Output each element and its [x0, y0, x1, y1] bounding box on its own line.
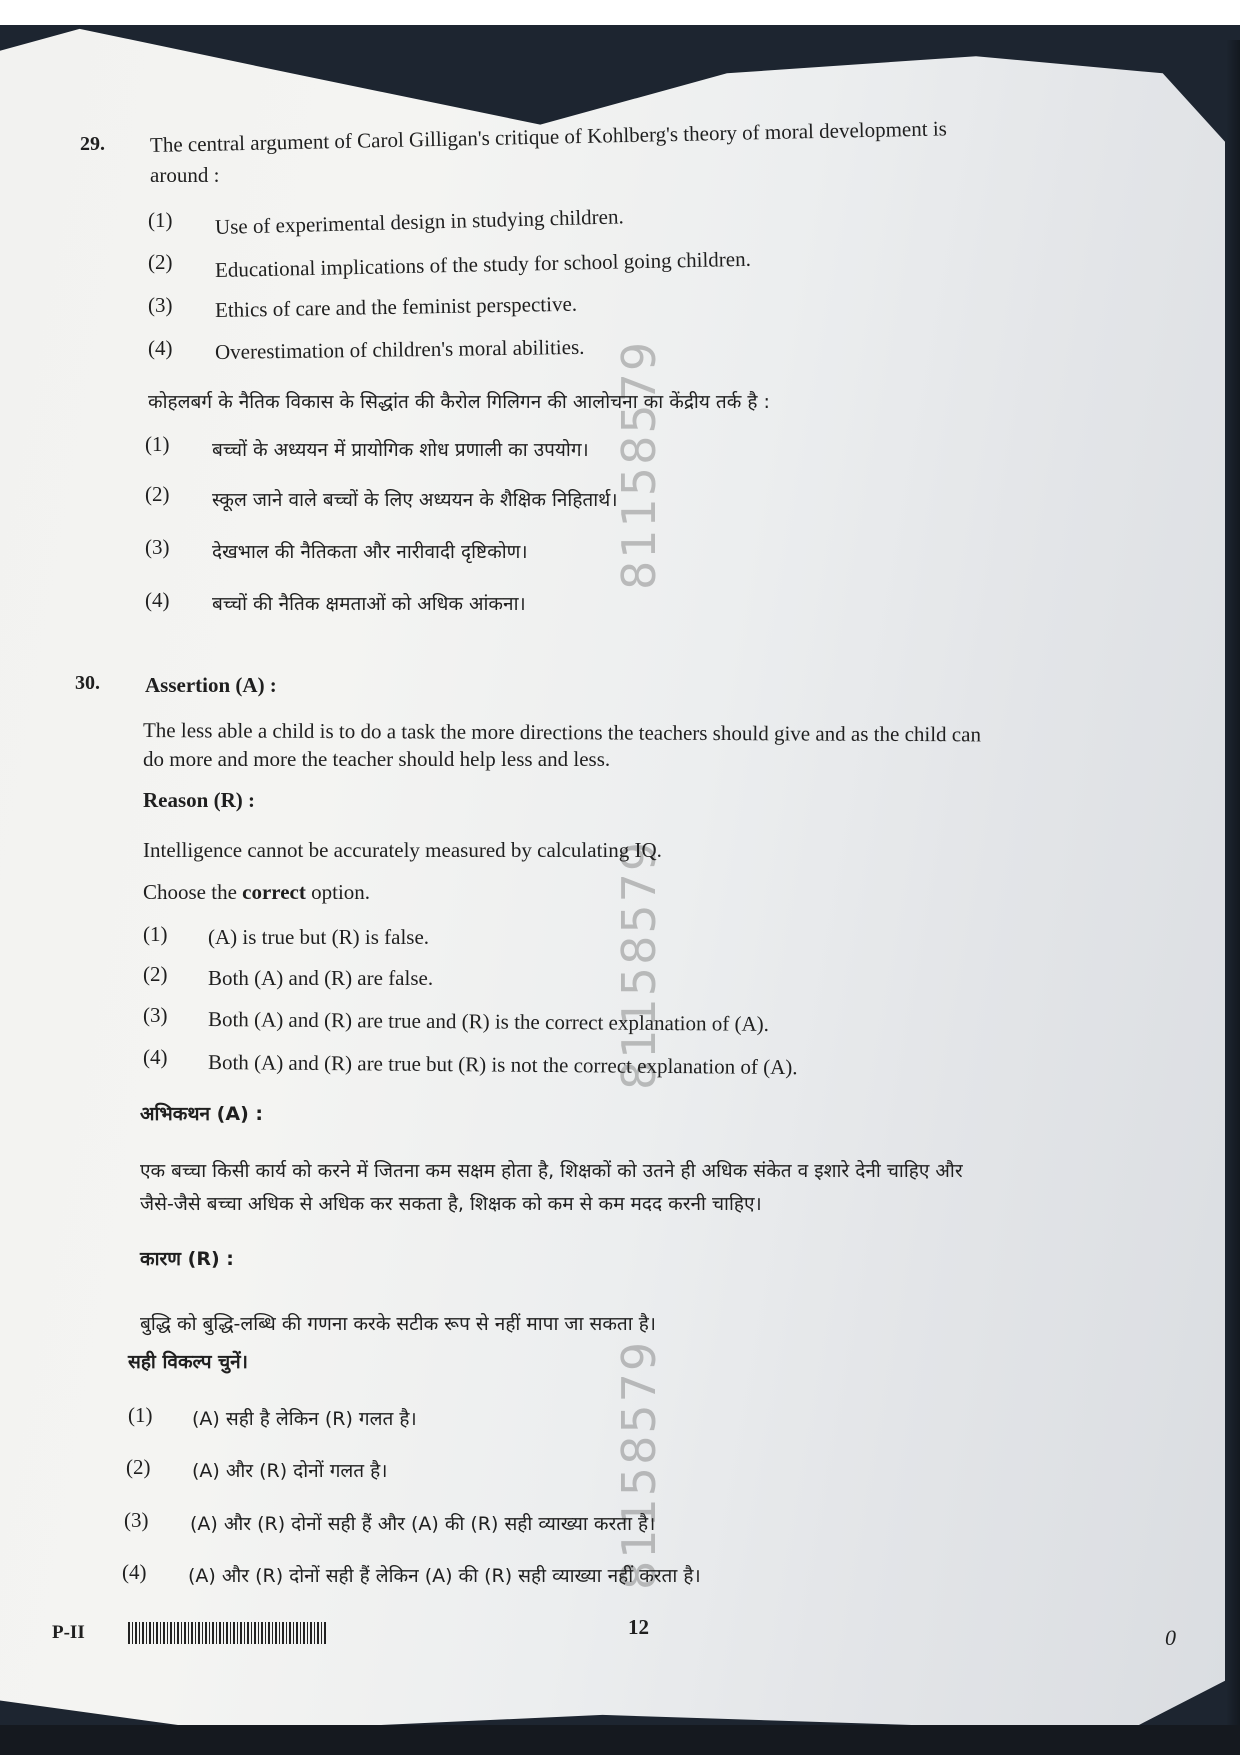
instruction-bold: correct — [242, 880, 306, 904]
watermark: 81158579 — [612, 839, 666, 1090]
option-number: (2) — [143, 962, 168, 986]
option-number: (1) — [143, 922, 168, 946]
option-number: (4) — [122, 1560, 147, 1584]
option-en: Use of experimental design in studying children. — [214, 204, 624, 239]
option-number: (3) — [124, 1508, 149, 1532]
option-number: (3) — [145, 535, 170, 559]
watermark: 81158579 — [612, 339, 666, 590]
option-hi: बच्चों के अध्ययन में प्रायोगिक शोध प्रणाली का उपयोग। — [212, 439, 589, 461]
option-number: (2) — [126, 1455, 151, 1479]
option-number: (4) — [148, 336, 173, 360]
question-number: 29. — [80, 133, 105, 155]
instruction-suffix: option. — [305, 880, 371, 904]
paper-code: P-II — [52, 1622, 85, 1643]
option-number: (3) — [143, 1003, 168, 1027]
instruction-hi: सही विकल्प चुनें। — [128, 1351, 248, 1373]
option-en: Both (A) and (R) are false. — [208, 966, 434, 990]
option-en: Ethics of care and the feminist perspective. — [214, 291, 578, 322]
instruction-en — [143, 880, 370, 905]
option-hi: (A) सही है लेकिन (R) गलत है। — [192, 1408, 417, 1430]
barcode — [128, 1622, 328, 1644]
page-number: 12 — [628, 1615, 649, 1639]
option-number: (2) — [148, 250, 173, 274]
option-number: (4) — [143, 1045, 168, 1069]
assertion-text-hi-cont: जैसे-जैसे बच्चा अधिक से अधिक कर सकता है, शिक्षक को कम से कम मदद करनी चाहिए। — [140, 1193, 762, 1215]
option-number: (1) — [148, 208, 173, 232]
question-number: 30. — [75, 672, 100, 694]
assertion-label-hi: अभिकथन (A) : — [140, 1103, 263, 1125]
assertion-text-en: The less able a child is to do a task the more directions the teachers should give and as the child can — [142, 718, 982, 747]
option-en: Both (A) and (R) are true but (R) is not the correct explanation of (A). — [207, 1050, 798, 1080]
question-stem-en-cont: around : — [150, 163, 220, 187]
option-hi: स्कूल जाने वाले बच्चों के लिए अध्ययन के शैक्षिक निहितार्थ। — [212, 489, 618, 511]
assertion-text-en-cont: do more and more the teacher should help less and less. — [143, 747, 611, 771]
reason-label-hi: कारण (R) : — [140, 1248, 234, 1270]
option-number: (3) — [148, 293, 173, 317]
option-en: Educational implications of the study for school going children. — [214, 246, 752, 282]
option-number: (2) — [145, 482, 170, 506]
option-en: (A) is true but (R) is false. — [208, 925, 430, 949]
option-hi: (A) और (R) दोनों गलत है। — [192, 1460, 388, 1482]
assertion-text-hi: एक बच्चा किसी कार्य को करने में जितना कम सक्षम होता है, शिक्षकों को उतने ही अधिक संकेत व इशारे देनी चाहिए और — [140, 1160, 963, 1182]
option-hi: (A) और (R) दोनों सही हैं और (A) की (R) सही व्याख्या करता है। — [190, 1513, 656, 1535]
question-stem-hi: कोहलबर्ग के नैतिक विकास के सिद्धांत की कैरोल गिलिगन की आलोचना का केंद्रीय तर्क है : — [148, 391, 770, 413]
option-en: Overestimation of children's moral abilities. — [214, 334, 585, 364]
reason-text-hi: बुद्धि को बुद्धि-लब्धि की गणना करके सटीक रूप से नहीं मापा जा सकता है। — [140, 1313, 656, 1335]
assertion-label-en: Assertion (A) : — [145, 673, 277, 697]
reason-label-en: Reason (R) : — [143, 788, 255, 812]
option-hi: (A) और (R) दोनों सही हैं लेकिन (A) की (R) सही व्याख्या नहीं करता है। — [188, 1565, 701, 1587]
reason-text-en: Intelligence cannot be accurately measured by calculating IQ. — [143, 838, 662, 862]
option-number: (1) — [128, 1403, 153, 1427]
option-en: Both (A) and (R) are true and (R) is the correct explanation of (A). — [207, 1007, 770, 1036]
option-number: (4) — [145, 588, 170, 612]
option-hi: देखभाल की नैतिकता और नारीवादी दृष्टिकोण। — [212, 541, 528, 563]
watermark: 81158579 — [612, 1339, 666, 1590]
option-hi: बच्चों की नैतिक क्षमताओं को अधिक आंकना। — [212, 593, 526, 615]
question-stem-en: The central argument of Carol Gilligan's critique of Kohlberg's theory of moral development is — [149, 116, 948, 157]
set-code: 0 — [1165, 1625, 1176, 1650]
instruction-prefix: Choose the — [143, 880, 243, 904]
option-number: (1) — [145, 432, 170, 456]
